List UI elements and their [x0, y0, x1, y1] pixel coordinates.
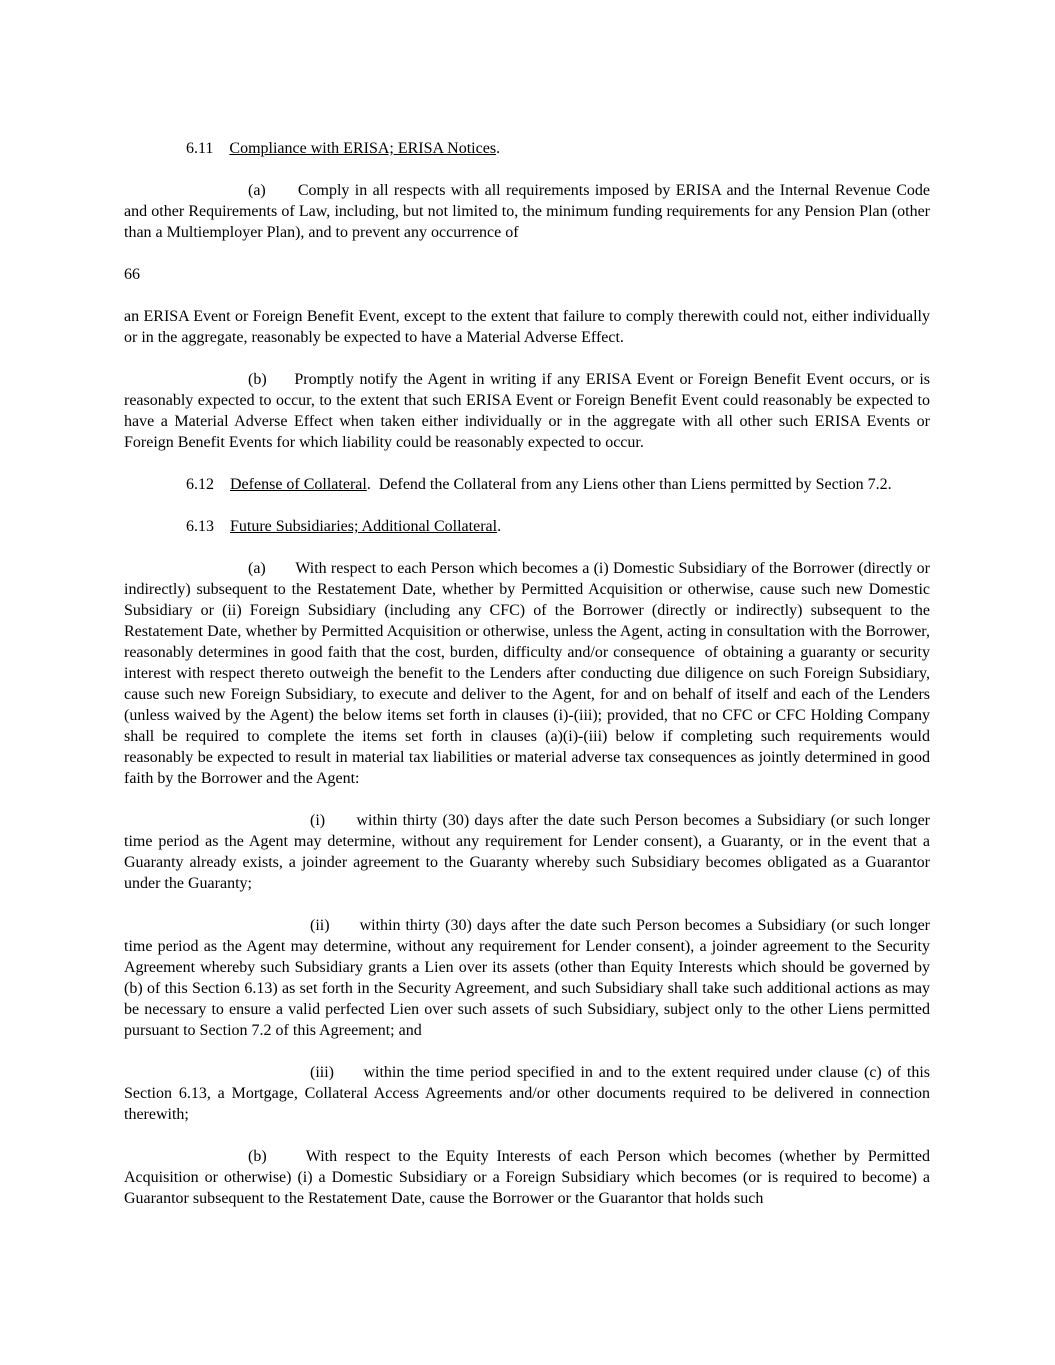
- paragraph-6-11-b: (b) Promptly notify the Agent in writing if any ERISA Event or Foreign Benefit Event occurs, or is reasonably expected to occur, to the extent that such ERISA Event or Foreign Benefit Event could reasonably be expected to have a Material Adverse Effect when taken either individually or in the aggregate with all other such ERISA Events or Foreign Benefit Events for which liability could be reasonably expected to occur.: [124, 371, 930, 451]
- clause-6-13-a-i: (i) within thirty (30) days after the date such Person becomes a Subsidiary (or such longer time period as the Agent may determine, without any requirement for Lender consent), a Guaranty, or in the event that a Guaranty already exists, a joinder agreement to the Guaranty whereby such Subsidiary becomes obligated as a Guarantor under the Guaranty;: [124, 812, 930, 892]
- section-number-6-12: 6.12: [186, 476, 214, 493]
- paragraph-6-11-a-continued: an ERISA Event or Foreign Benefit Event, except to the extent that failure to comply therewith could not, either individually or in the aggregate, reasonably be expected to have a Material Adverse Effect.: [124, 308, 930, 346]
- section-title-6-12: Defense of Collateral: [230, 476, 367, 493]
- section-heading-6-11: [124, 138, 930, 159]
- section-body-6-12: . Defend the Collateral from any Liens other than Liens permitted by Section 7.2.: [366, 476, 892, 493]
- section-number-6-13: 6.13: [186, 518, 214, 535]
- paragraph-6-13-b: (b) With respect to the Equity Interests of each Person which becomes (whether by Permitted Acquisition or otherwise) (i) a Domestic Subsidiary or a Foreign Subsidiary which becomes (or is required to become) a Guarantor subsequent to the Restatement Date, cause the Borrower or the Guarantor that holds such: [124, 1148, 930, 1207]
- section-title-period: .: [496, 140, 501, 157]
- section-number-6-11: 6.11: [186, 140, 214, 157]
- paragraph-6-11-a: (a) Comply in all respects with all requirements imposed by ERISA and the Internal Revenue Code and other Requirements of Law, including, but not limited to, the minimum funding requirements for any Pension Plan (other than a Multiemployer Plan), and to prevent any occurrence of: [124, 182, 930, 241]
- section-title-6-11: Compliance with ERISA; ERISA Notices: [229, 140, 497, 157]
- clause-6-13-a-iii: (iii) within the time period specified in and to the extent required under clause (c) of this Section 6.13, a Mortgage, Collateral Access Agreements and/or other documents required to be delivered in connection therewith;: [124, 1064, 930, 1123]
- section-title-period: .: [497, 518, 502, 535]
- section-title-6-13: Future Subsidiaries; Additional Collateral: [230, 518, 498, 535]
- section-heading-6-13: [124, 516, 930, 537]
- paragraph-6-13-a: (a) With respect to each Person which becomes a (i) Domestic Subsidiary of the Borrower (directly or indirectly) subsequent to the Restatement Date, whether by Permitted Acquisition or otherwise, cause such new Domestic Subsidiary or (ii) Foreign Subsidiary (including any CFC) of the Borrower (directly or indirectly) subsequent to the Restatement Date, whether by Permitted Acquisition or otherwise, unless the Agent, acting in consultation with the Borrower, reasonably determines in good faith that the cost, burden, difficulty and/or consequence of obtaining a guaranty or security interest with respect thereto outweigh the benefit to the Lenders after conducting due diligence on such Foreign Subsidiary, cause such new Foreign Subsidiary, to execute and deliver to the Agent, for and on behalf of itself and each of the Lenders (unless waived by the Agent) the below items set forth in clauses (i)-(iii); provided, that no CFC or CFC Holding Company shall be required to complete the items set forth in clauses (a)(i)-(iii) below if completing such requirements would reasonably be expected to result in material tax liabilities or material adverse tax consequences as jointly determined in good faith by the Borrower and the Agent:: [124, 560, 930, 787]
- clause-6-13-a-ii: (ii) within thirty (30) days after the date such Person becomes a Subsidiary (or such longer time period as the Agent may determine, without any requirement for Lender consent), a joinder agreement to the Security Agreement whereby such Subsidiary grants a Lien over its assets (other than Equity Interests which should be governed by (b) of this Section 6.13) as set forth in the Security Agreement, and such Subsidiary shall take such additional actions as may be necessary to ensure a valid perfected Lien over such assets of such Subsidiary, subject only to the other Liens permitted pursuant to Section 7.2 of this Agreement; and: [124, 917, 930, 1039]
- paragraph-6-12: [124, 474, 930, 495]
- page-number: 66: [124, 266, 140, 283]
